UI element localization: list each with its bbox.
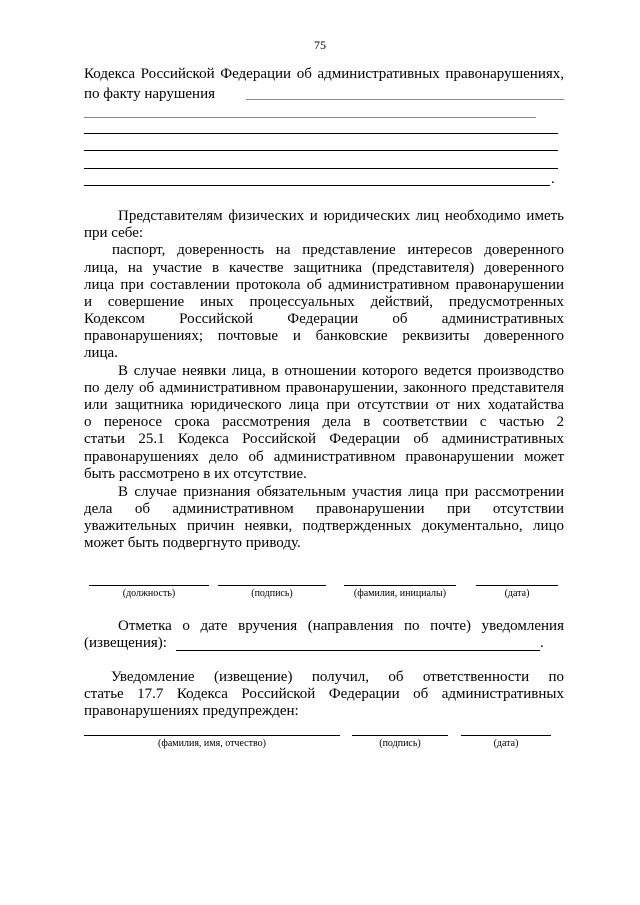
representatives-line-1: Представителям физических и юридических лиц необходимо иметь xyxy=(118,208,564,224)
receipt-line-3: правонарушениях предупрежден: xyxy=(84,703,299,719)
compulsory-line-2: дела об административном правонарушении при отсутствии xyxy=(84,501,564,517)
receipt-line-1: Уведомление (извещение) получил, об ответственности по xyxy=(111,669,564,685)
receipt-caption-date: (дата) xyxy=(493,738,519,749)
position-signature-line[interactable] xyxy=(89,585,209,586)
violation-fill-line-0[interactable] xyxy=(246,99,564,100)
page-number: 75 xyxy=(314,38,326,52)
compulsory-line-1: В случае признания обязательным участия лица при рассмотрении xyxy=(118,484,564,500)
absence-line-6: правонарушениях дело об административном правонарушении может xyxy=(84,449,564,465)
representatives-line-7: Кодексом Российской Федерации об административных xyxy=(84,311,564,327)
representatives-line-9: лица. xyxy=(84,345,118,361)
compulsory-line-4: может быть подвергнуто приводу. xyxy=(84,535,301,551)
intro-line-1: Кодекса Российской Федерации об административных правонарушениях, xyxy=(84,66,564,82)
violation-fill-line-2[interactable] xyxy=(84,133,558,134)
signature-line[interactable] xyxy=(218,585,326,586)
caption-fullname-initials: (фамилия, инициалы) xyxy=(353,588,447,599)
date-signature-line[interactable] xyxy=(476,585,558,586)
representatives-line-6: и совершение иных процессуальных действий, предусмотренных xyxy=(84,294,564,310)
violation-fill-line-3[interactable] xyxy=(84,150,558,151)
delivery-mark-line-1: Отметка о дате вручения (направления по почте) уведомления xyxy=(118,618,564,634)
caption-signature: (подпись) xyxy=(251,588,293,599)
absence-line-4: о переносе срока рассмотрения дела в соответствии с частью 2 xyxy=(84,414,564,430)
violation-fill-line-1[interactable] xyxy=(84,117,536,118)
absence-line-7: быть рассмотрено в их отсутствие. xyxy=(84,466,307,482)
delivery-mark-end-dot: . xyxy=(540,635,544,651)
violation-fill-line-4[interactable] xyxy=(84,168,558,169)
receipt-fullname-line[interactable] xyxy=(84,735,340,736)
fill-line-end-dot: . xyxy=(551,171,555,187)
receipt-date-line[interactable] xyxy=(461,735,551,736)
violation-fill-line-5[interactable] xyxy=(84,185,550,186)
receipt-caption-fullname: (фамилия, имя, отчество) xyxy=(158,738,266,749)
absence-line-3: или защитника юридического лица при отсутствии от них ходатайства xyxy=(84,397,564,413)
absence-line-5: статьи 25.1 Кодекса Российской Федерации об административных xyxy=(84,431,564,447)
representatives-line-5: лица при составлении протокола об административном правонарушении xyxy=(84,277,564,293)
receipt-line-2: статье 17.7 Кодекса Российской Федерации об административных xyxy=(84,686,564,702)
representatives-line-8: правонарушениях; почтовые и банковские реквизиты доверенного xyxy=(84,328,564,344)
caption-date: (дата) xyxy=(504,588,530,599)
representatives-line-2: при себе: xyxy=(84,225,144,241)
absence-line-1: В случае неявки лица, в отношении которого ведется производство xyxy=(118,363,564,379)
delivery-date-fill-line[interactable] xyxy=(176,650,540,651)
representatives-line-3: паспорт, доверенность на представление интересов доверенного xyxy=(112,242,564,258)
compulsory-line-3: уважительных причин неявки, подтвержденных документально, лицо xyxy=(84,518,564,534)
receipt-signature-line[interactable] xyxy=(352,735,448,736)
absence-line-2: по делу об административном правонарушении, законного представителя xyxy=(84,380,564,396)
caption-position: (должность) xyxy=(122,588,176,599)
intro-line-2: по факту нарушения xyxy=(84,86,216,102)
delivery-mark-line-2: (извещения): xyxy=(84,635,167,651)
receipt-caption-signature: (подпись) xyxy=(379,738,421,749)
fullname-signature-line[interactable] xyxy=(344,585,456,586)
representatives-line-4: лица, на участие в качестве защитника (представителя) доверенного xyxy=(84,260,564,276)
